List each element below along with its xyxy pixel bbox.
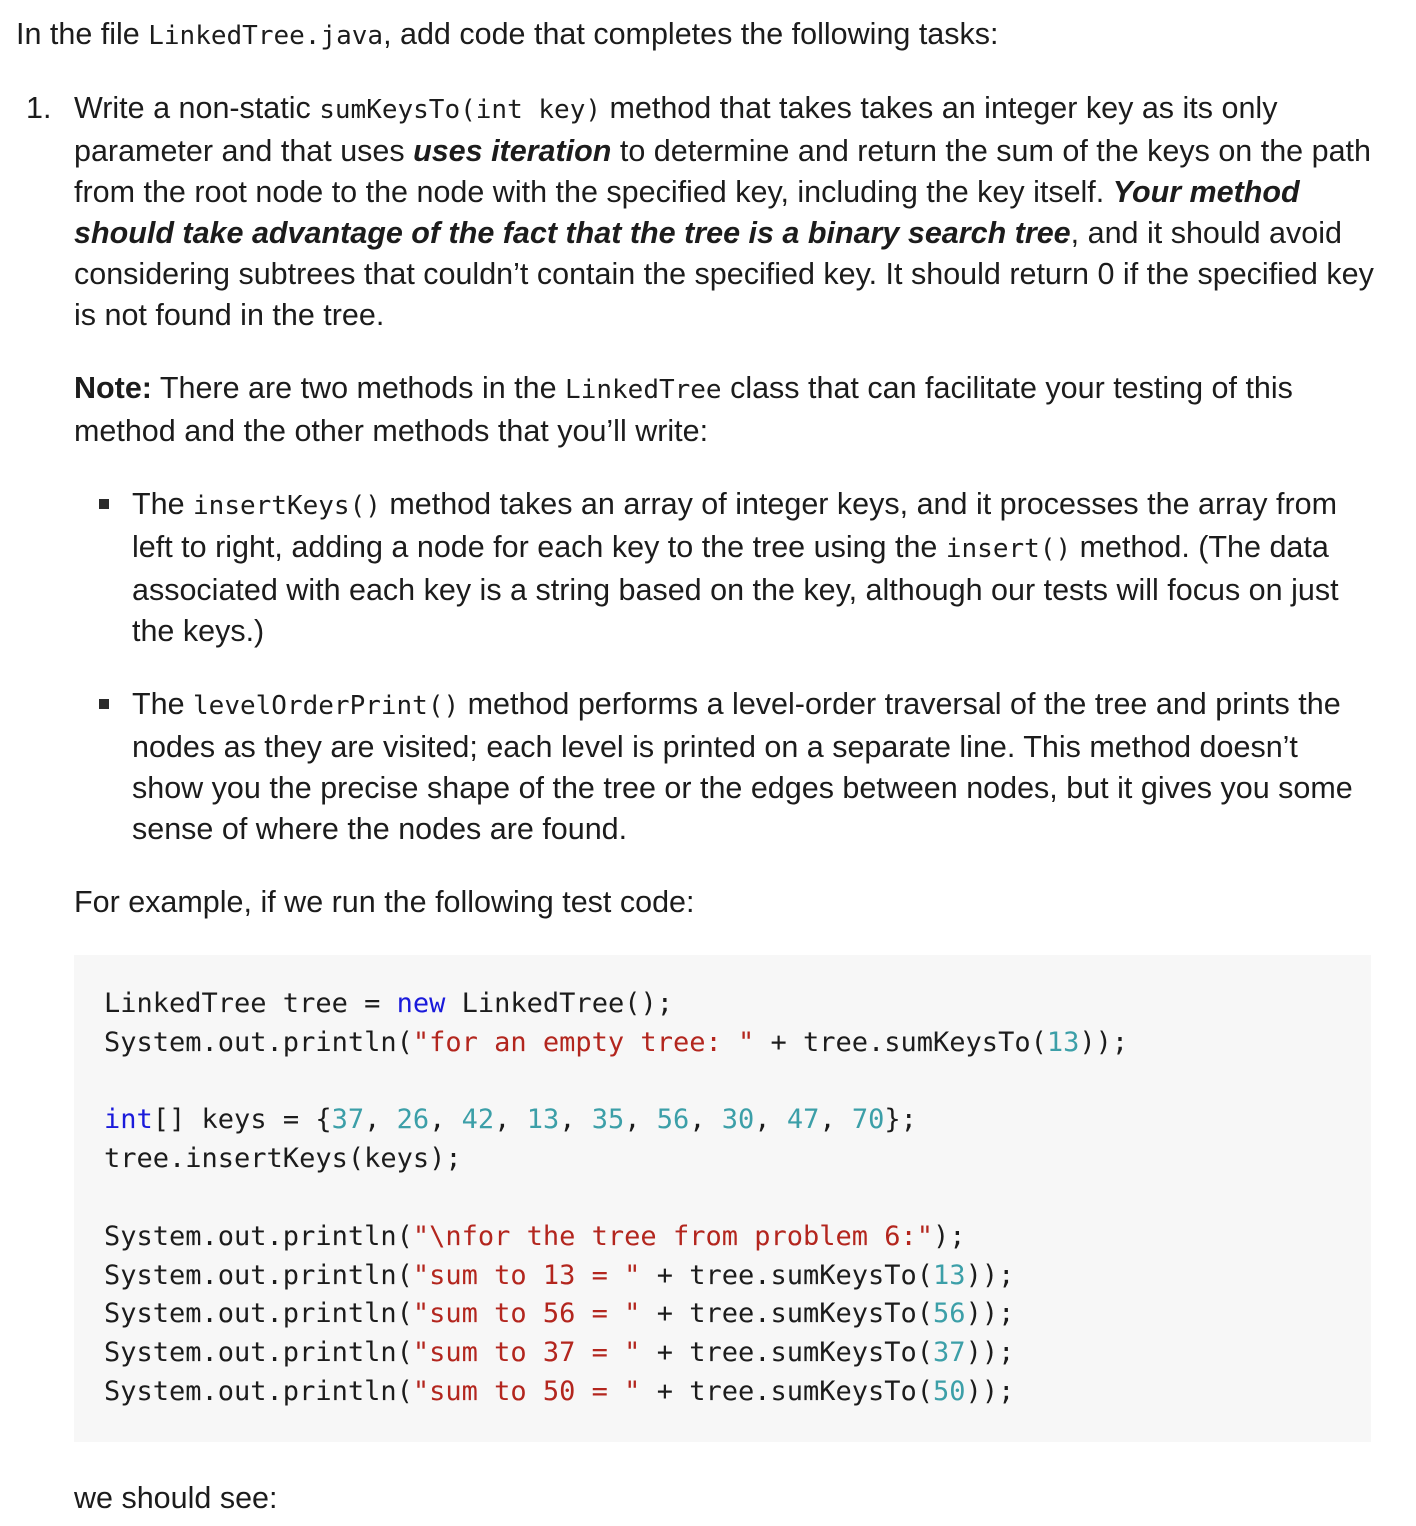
bullet-level-order-print xyxy=(74,684,1364,850)
bullet-2-text-2: method performs a level-order traversal of the tree and prints the nodes as they are visited; each level is printed on a separate line. This method doesn’t show you the precise shape of the tree or the edges between nodes, but it gives you some sense of where the nodes are found. xyxy=(132,687,1353,846)
outro-text: we should see: xyxy=(74,1480,278,1515)
note-class-name: LinkedTree xyxy=(565,375,722,405)
note-text-2: class that can facilitate your testing of this method and the other methods that you’ll write: xyxy=(74,371,1293,448)
intro-file-name: LinkedTree.java xyxy=(148,21,384,51)
code-line-keys xyxy=(104,1101,1371,1140)
code-sum-lines xyxy=(104,1257,1371,1412)
code-line xyxy=(104,1257,1371,1296)
task-number: 1. xyxy=(26,91,52,125)
code-string: "for an empty tree: " xyxy=(412,1026,755,1058)
code-token: [] keys = { xyxy=(152,1104,332,1136)
helper-methods-list xyxy=(74,484,1374,850)
bullet-1-text-3: method. (The data associated with each key is a string based on the key, although our tests will focus on just the keys.) xyxy=(132,530,1339,648)
bullet-1-text-1: The xyxy=(132,487,194,521)
code-token: System.out.println( xyxy=(104,1026,413,1058)
code-string: "sum to 56 = " xyxy=(412,1298,641,1330)
code-line xyxy=(104,1334,1371,1373)
code-token: System.out.println( xyxy=(104,1337,413,1369)
code-token: )); xyxy=(965,1375,1015,1407)
bullet-insert-keys xyxy=(74,484,1364,652)
code-token: + tree.sumKeysTo( xyxy=(640,1259,934,1291)
bullet-1-code-2: insert() xyxy=(945,534,1072,564)
square-bullet-icon xyxy=(99,499,109,509)
bullet-2-text-1: The xyxy=(132,687,194,721)
code-token: , xyxy=(494,1104,527,1136)
code-token: , xyxy=(754,1104,787,1136)
code-line xyxy=(104,985,1371,1024)
code-token: , xyxy=(559,1104,592,1136)
code-token: , xyxy=(819,1104,852,1136)
code-number: 13 xyxy=(526,1104,560,1136)
code-token: )); xyxy=(965,1337,1015,1369)
code-token: + tree.sumKeysTo( xyxy=(640,1337,934,1369)
bullet-1-code-1: insertKeys() xyxy=(193,491,381,521)
intro-text-pre: In the file xyxy=(16,17,149,51)
code-token: System.out.println( xyxy=(104,1259,413,1291)
code-token: + tree.sumKeysTo( xyxy=(754,1026,1047,1058)
task-item-1 xyxy=(16,88,1400,1519)
intro-paragraph xyxy=(16,14,1400,57)
task-emphasis-bst: Your method should take advantage of the fact that the tree is a binary search tree xyxy=(74,175,1300,250)
bullet-2-code-1: levelOrderPrint() xyxy=(193,691,460,721)
example-intro: For example, if we run the following test code: xyxy=(74,885,695,919)
code-number: 37 xyxy=(933,1337,966,1369)
note-text-1: There are two methods in the xyxy=(151,371,566,405)
code-blank-line xyxy=(104,1179,1371,1218)
code-line: tree.insertKeys(keys); xyxy=(104,1143,462,1175)
code-number: 26 xyxy=(396,1104,430,1136)
code-token: + tree.sumKeysTo( xyxy=(640,1375,934,1407)
bullet-1-text-2: method takes an array of integer keys, and it processes the array from left to right, adding a node for each key to the tree using the xyxy=(132,487,1337,564)
task-description xyxy=(74,88,1374,336)
code-number: 47 xyxy=(786,1104,820,1136)
code-token: System.out.println( xyxy=(104,1375,413,1407)
code-token: }; xyxy=(884,1104,917,1136)
code-token: )); xyxy=(965,1259,1015,1291)
code-line xyxy=(104,1373,1371,1412)
code-string: "sum to 13 = " xyxy=(412,1259,641,1291)
code-number: 50 xyxy=(933,1375,966,1407)
code-string: "sum to 50 = " xyxy=(412,1375,641,1407)
code-string: "\nfor the tree from problem 6:" xyxy=(412,1220,934,1252)
code-keyword: int xyxy=(104,1104,153,1136)
code-string: "sum to 37 = " xyxy=(412,1337,641,1369)
intro-text-post: , add code that completes the following tasks: xyxy=(383,17,999,51)
task-emphasis-iteration: uses iteration xyxy=(413,134,612,168)
code-token: , xyxy=(364,1104,397,1136)
code-token: LinkedTree tree = xyxy=(104,988,397,1019)
code-line xyxy=(104,1218,1371,1257)
code-number: 37 xyxy=(331,1104,365,1136)
code-token: , xyxy=(429,1104,462,1136)
code-number: 35 xyxy=(591,1104,625,1136)
task-text-3: to determine and return the sum of the keys on the path from the root node to the node with the specified key, including the key itself. xyxy=(74,134,1371,209)
code-number: 56 xyxy=(656,1104,690,1136)
code-token: LinkedTree(); xyxy=(445,988,673,1019)
code-token: )); xyxy=(1079,1026,1129,1058)
code-keyword: new xyxy=(396,988,446,1019)
code-number: 70 xyxy=(851,1104,885,1136)
code-number: 13 xyxy=(933,1259,966,1291)
square-bullet-icon xyxy=(99,699,109,709)
task-text-2: method that takes takes an integer key as its only parameter and that uses xyxy=(74,91,1278,168)
task-text-1: Write a non-static xyxy=(74,91,320,125)
code-line xyxy=(104,1024,1371,1063)
code-token: + tree.sumKeysTo( xyxy=(640,1298,934,1330)
code-token: , xyxy=(689,1104,722,1136)
code-block xyxy=(74,955,1371,1442)
code-line xyxy=(104,1295,1371,1334)
task-method-signature: sumKeysTo(int key) xyxy=(319,95,601,125)
code-blank-line xyxy=(104,1063,1371,1102)
code-number: 56 xyxy=(933,1298,966,1330)
code-token: ); xyxy=(933,1220,966,1252)
code-token: System.out.println( xyxy=(104,1298,413,1330)
code-token: , xyxy=(624,1104,657,1136)
code-number: 13 xyxy=(1046,1026,1080,1058)
code-token: )); xyxy=(965,1298,1015,1330)
code-token: System.out.println( xyxy=(104,1220,413,1252)
note-paragraph xyxy=(74,368,1374,452)
code-number: 42 xyxy=(461,1104,495,1136)
code-number: 30 xyxy=(721,1104,755,1136)
task-text-4: , and it should avoid considering subtrees that couldn’t contain the specified key. It should return 0 if the specified key is not found in the tree. xyxy=(74,216,1374,332)
note-label: Note: xyxy=(74,371,152,405)
